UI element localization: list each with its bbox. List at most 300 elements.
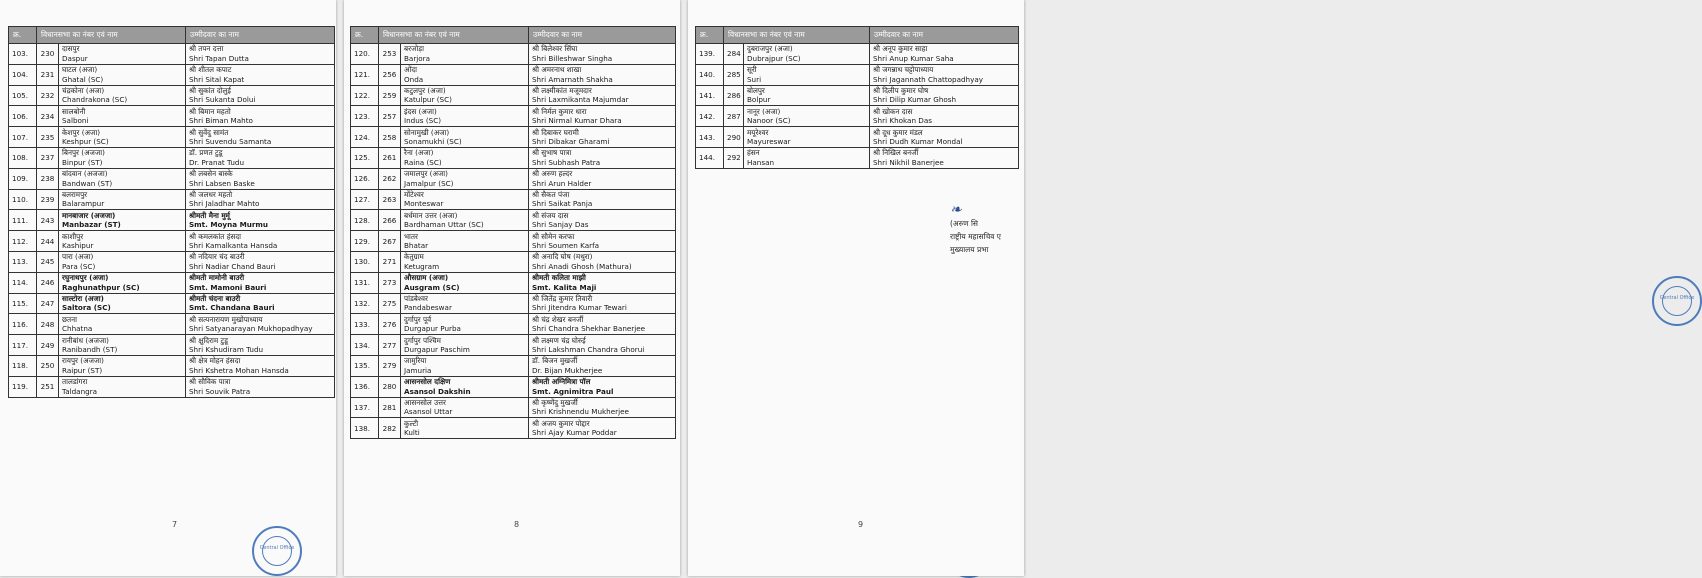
candidate-name bbox=[186, 251, 335, 272]
candidate-name bbox=[186, 293, 335, 314]
candidate-name bbox=[529, 272, 676, 293]
constituency-name-english: Onda bbox=[404, 74, 424, 84]
constituency-name-english: Asansol Uttar bbox=[404, 407, 453, 417]
candidate-name bbox=[529, 251, 676, 272]
constituency-number: 248 bbox=[37, 314, 59, 335]
candidate-name-hindi: श्री जगन्नाथ चट्टोपाध्याय bbox=[873, 65, 934, 75]
constituency-name bbox=[59, 314, 186, 335]
constituency-number: 256 bbox=[379, 64, 401, 85]
constituency-name-english: Chhatna bbox=[62, 324, 93, 334]
table-row bbox=[9, 376, 335, 397]
document-page-9 bbox=[688, 0, 1695, 576]
table-row bbox=[9, 189, 335, 210]
candidate-table bbox=[695, 26, 1019, 169]
constituency-number: 261 bbox=[379, 147, 401, 168]
table-row bbox=[351, 355, 676, 376]
candidate-name bbox=[870, 64, 1019, 85]
header-candidate: उम्मीदवार का नाम bbox=[870, 27, 1019, 44]
table-row bbox=[351, 251, 676, 272]
serial-number: 104. bbox=[9, 64, 37, 85]
serial-number: 137. bbox=[351, 397, 379, 418]
serial-number: 108. bbox=[9, 147, 37, 168]
constituency-number: 277 bbox=[379, 335, 401, 356]
table-row bbox=[9, 127, 335, 148]
candidate-name bbox=[186, 147, 335, 168]
constituency-name-english: Para (SC) bbox=[62, 261, 96, 271]
constituency-name-english: Ghatal (SC) bbox=[62, 74, 104, 84]
candidate-name-english: Shri Kshetra Mohan Hansda bbox=[189, 365, 289, 375]
candidate-name bbox=[529, 231, 676, 252]
constituency-number: 253 bbox=[379, 44, 401, 65]
candidate-name bbox=[529, 168, 676, 189]
constituency-number: 280 bbox=[379, 376, 401, 397]
table-row bbox=[351, 44, 676, 65]
candidate-table bbox=[350, 26, 676, 439]
header-constituency: विधानसभा का नंबर एवं नाम bbox=[724, 27, 870, 44]
candidate-name-hindi: श्री अमरनाथ शाखा bbox=[532, 65, 582, 75]
constituency-name bbox=[401, 251, 529, 272]
constituency-number: 246 bbox=[37, 272, 59, 293]
constituency-name-english: Daspur bbox=[62, 53, 88, 63]
candidate-name-english: Shri Kshudiram Tudu bbox=[189, 345, 264, 355]
candidate-name-english: Smt. Chandana Bauri bbox=[189, 303, 275, 313]
candidate-name-hindi: श्रीमती चंदना बाउरी bbox=[189, 293, 241, 303]
candidate-name-english: Shri Krishnendu Mukherjee bbox=[532, 407, 629, 417]
candidate-name-hindi: श्री जलधर महतो bbox=[189, 189, 233, 199]
candidate-name bbox=[870, 44, 1019, 65]
candidate-name-hindi: श्री नदियार चंद बाउरी bbox=[189, 252, 245, 262]
constituency-number: 262 bbox=[379, 168, 401, 189]
serial-number: 122. bbox=[351, 85, 379, 106]
table-row bbox=[696, 147, 1019, 168]
candidate-name-hindi: श्रीमती मामोनी बाउरी bbox=[189, 273, 245, 283]
constituency-name-english: Jamuria bbox=[404, 365, 432, 375]
constituency-name bbox=[59, 106, 186, 127]
candidate-name-hindi: श्री संजय दास bbox=[532, 210, 569, 220]
constituency-number: 234 bbox=[37, 106, 59, 127]
candidate-name-english: Shri Tapan Dutta bbox=[189, 53, 249, 63]
constituency-name-english: Hansan bbox=[747, 157, 775, 167]
constituency-name bbox=[59, 335, 186, 356]
serial-number: 116. bbox=[9, 314, 37, 335]
constituency-name-hindi: केशपुर (अजा) bbox=[62, 127, 101, 137]
candidate-name-hindi: श्री सौमेन करफा bbox=[532, 231, 575, 241]
serial-number: 118. bbox=[9, 355, 37, 376]
constituency-name-english: Raina (SC) bbox=[404, 157, 442, 167]
constituency-name bbox=[744, 44, 870, 65]
constituency-name-hindi: दुर्गापुर पूर्व bbox=[404, 314, 432, 324]
serial-number: 144. bbox=[696, 147, 724, 168]
constituency-number: 245 bbox=[37, 251, 59, 272]
constituency-name-english: Jamalpur (SC) bbox=[404, 178, 454, 188]
serial-number: 111. bbox=[9, 210, 37, 231]
constituency-name bbox=[401, 418, 529, 439]
table-row bbox=[351, 189, 676, 210]
candidate-name-english: Shri Sanjay Das bbox=[532, 220, 589, 230]
table-row bbox=[351, 64, 676, 85]
constituency-name-hindi: बांदवान (अजजा) bbox=[62, 169, 108, 179]
constituency-name-english: Ketugram bbox=[404, 261, 440, 271]
candidate-name-hindi: श्री अनादि घोष (मथुरा) bbox=[532, 252, 593, 262]
constituency-name-english: Keshpur (SC) bbox=[62, 137, 109, 147]
constituency-name-english: Suri bbox=[747, 74, 762, 84]
constituency-number: 257 bbox=[379, 106, 401, 127]
constituency-name-hindi: सूरी bbox=[747, 65, 757, 75]
candidate-name bbox=[186, 355, 335, 376]
serial-number: 125. bbox=[351, 147, 379, 168]
constituency-name-hindi: भातर bbox=[404, 231, 418, 241]
constituency-name bbox=[401, 355, 529, 376]
serial-number: 119. bbox=[9, 376, 37, 397]
candidate-name-english: Shri Satyanarayan Mukhopadhyay bbox=[189, 324, 313, 334]
table-row bbox=[351, 127, 676, 148]
candidate-name bbox=[186, 127, 335, 148]
candidate-name-english: Shri Sital Kapat bbox=[189, 74, 245, 84]
candidate-name bbox=[529, 376, 676, 397]
constituency-name-english: Sonamukhi (SC) bbox=[404, 137, 462, 147]
constituency-name bbox=[59, 231, 186, 252]
constituency-name-english: Mayureswar bbox=[747, 137, 791, 147]
constituency-number: 286 bbox=[724, 85, 744, 106]
constituency-number: 276 bbox=[379, 314, 401, 335]
constituency-name-hindi: पारा (अजा) bbox=[62, 252, 94, 262]
candidate-name-english: Smt. Mamoni Bauri bbox=[189, 282, 267, 292]
constituency-number: 259 bbox=[379, 85, 401, 106]
constituency-name-hindi: सोनामुखी (अजा) bbox=[404, 127, 450, 137]
candidate-name-english: Shri Billeshwar Singha bbox=[532, 53, 613, 63]
candidate-name bbox=[529, 355, 676, 376]
constituency-name-english: Pandabeswar bbox=[404, 303, 452, 313]
constituency-number: 282 bbox=[379, 418, 401, 439]
candidate-name-hindi: श्री सौविक पात्रा bbox=[189, 377, 231, 387]
candidate-name-hindi: श्री सुकांत दोलुई bbox=[189, 85, 231, 95]
candidate-name bbox=[186, 64, 335, 85]
constituency-number: 230 bbox=[37, 44, 59, 65]
constituency-name bbox=[59, 127, 186, 148]
candidate-name bbox=[186, 376, 335, 397]
constituency-name-hindi: औसग्राम (अजा) bbox=[404, 273, 449, 283]
constituency-name bbox=[401, 293, 529, 314]
constituency-number: 258 bbox=[379, 127, 401, 148]
constituency-name bbox=[401, 168, 529, 189]
constituency-number: 232 bbox=[37, 85, 59, 106]
table-row bbox=[9, 251, 335, 272]
candidate-name-english: Shri Nikhil Banerjee bbox=[873, 157, 944, 167]
candidate-name-hindi: श्री बिलेश्वर सिंघा bbox=[532, 44, 578, 54]
table-row bbox=[351, 418, 676, 439]
candidate-name-hindi: श्री सत्यनारायण मुखोपाध्याय bbox=[189, 314, 263, 324]
serial-number: 140. bbox=[696, 64, 724, 85]
constituency-name-hindi: जमालपुर (अजा) bbox=[404, 169, 448, 179]
candidate-name-english: Shri Jagannath Chattopadhyay bbox=[873, 74, 984, 84]
candidate-name bbox=[529, 189, 676, 210]
constituency-number: 271 bbox=[379, 251, 401, 272]
candidate-name bbox=[186, 44, 335, 65]
constituency-name-hindi: रानीबांध (अजजा) bbox=[62, 335, 109, 345]
candidate-name bbox=[529, 418, 676, 439]
candidate-name-hindi: श्री सुभाष पात्रा bbox=[532, 148, 572, 158]
candidate-name-hindi: श्री सैकत पंजा bbox=[532, 189, 570, 199]
constituency-name bbox=[401, 231, 529, 252]
candidate-name bbox=[870, 85, 1019, 106]
serial-number: 138. bbox=[351, 418, 379, 439]
candidate-name-hindi: श्री अनूप कुमार साहा bbox=[873, 44, 928, 54]
serial-number: 142. bbox=[696, 106, 724, 127]
candidate-name-hindi: श्री दिबाकर घरामी bbox=[532, 127, 579, 137]
candidate-name-english: Dr. Pranat Tudu bbox=[189, 157, 244, 167]
constituency-name bbox=[401, 314, 529, 335]
table-row bbox=[696, 127, 1019, 148]
candidate-name bbox=[529, 293, 676, 314]
constituency-number: 279 bbox=[379, 355, 401, 376]
constituency-name-hindi: रैना (अजा) bbox=[404, 148, 434, 158]
candidate-name-hindi: श्री दिलीप कुमार घोष bbox=[873, 85, 929, 95]
constituency-name-english: Kulti bbox=[404, 428, 420, 438]
table-row bbox=[9, 168, 335, 189]
constituency-number: 292 bbox=[724, 147, 744, 168]
candidate-name bbox=[186, 168, 335, 189]
candidate-name bbox=[529, 44, 676, 65]
candidate-name-hindi: श्री अरुण हल्दर bbox=[532, 169, 573, 179]
constituency-name-english: Binpur (ST) bbox=[62, 157, 103, 167]
header-candidate: उम्मीदवार का नाम bbox=[529, 27, 676, 44]
constituency-name bbox=[59, 210, 186, 231]
candidate-name-hindi: डॉ. प्रणत टुडू bbox=[189, 148, 223, 158]
candidate-name bbox=[186, 210, 335, 231]
constituency-name bbox=[744, 127, 870, 148]
serial-number: 141. bbox=[696, 85, 724, 106]
constituency-name-english: Bolpur bbox=[747, 95, 771, 105]
constituency-name-english: Kashipur bbox=[62, 241, 94, 251]
constituency-name bbox=[401, 397, 529, 418]
candidate-name-hindi: श्री कमलकांत हंसदा bbox=[189, 231, 242, 241]
constituency-name bbox=[59, 376, 186, 397]
constituency-name-english: Dubrajpur (SC) bbox=[747, 53, 801, 63]
candidate-name-english: Shri Saikat Panja bbox=[532, 199, 593, 209]
constituency-name bbox=[744, 85, 870, 106]
table-row bbox=[351, 231, 676, 252]
page-number: 8 bbox=[514, 520, 520, 529]
document-page-7 bbox=[0, 0, 336, 576]
constituency-number: 287 bbox=[724, 106, 744, 127]
serial-number: 107. bbox=[9, 127, 37, 148]
constituency-name bbox=[401, 106, 529, 127]
table-row bbox=[351, 272, 676, 293]
constituency-name-english: Monteswar bbox=[404, 199, 444, 209]
table-row bbox=[9, 231, 335, 252]
table-row bbox=[351, 147, 676, 168]
serial-number: 112. bbox=[9, 231, 37, 252]
constituency-number: 251 bbox=[37, 376, 59, 397]
candidate-name-english: Shri Subhash Patra bbox=[532, 157, 601, 167]
candidate-name-hindi: श्री निर्मल कुमार धारा bbox=[532, 106, 587, 116]
constituency-name-hindi: दुबराजपुर (अजा) bbox=[747, 44, 793, 54]
constituency-number: 267 bbox=[379, 231, 401, 252]
table-row bbox=[9, 355, 335, 376]
page-number: 9 bbox=[858, 520, 864, 529]
constituency-name-english: Bhatar bbox=[404, 241, 429, 251]
constituency-name-english: Nanoor (SC) bbox=[747, 116, 791, 126]
constituency-name bbox=[401, 85, 529, 106]
constituency-name-english: Ranibandh (ST) bbox=[62, 345, 118, 355]
page-number: 7 bbox=[172, 520, 178, 529]
candidate-name-hindi: श्री अजय कुमार पोद्दार bbox=[532, 418, 590, 428]
candidate-name-english: Smt. Agnimitra Paul bbox=[532, 386, 614, 396]
constituency-name-hindi: छतना bbox=[62, 314, 77, 324]
constituency-name-english: Indus (SC) bbox=[404, 116, 442, 126]
table-row bbox=[9, 210, 335, 231]
candidate-name-english: Shri Dilip Kumar Ghosh bbox=[873, 95, 957, 105]
signatory-name: (अरुण सि bbox=[950, 219, 978, 228]
table-row bbox=[351, 168, 676, 189]
candidate-name-english: Shri Souvik Patra bbox=[189, 386, 251, 396]
candidate-name-english: Shri Soumen Karfa bbox=[532, 241, 600, 251]
serial-number: 121. bbox=[351, 64, 379, 85]
constituency-name bbox=[401, 44, 529, 65]
constituency-name bbox=[59, 44, 186, 65]
constituency-name bbox=[59, 251, 186, 272]
table-row bbox=[696, 64, 1019, 85]
constituency-number: 243 bbox=[37, 210, 59, 231]
constituency-number: 231 bbox=[37, 64, 59, 85]
header-sr: क्र. bbox=[351, 27, 379, 44]
candidate-name bbox=[529, 147, 676, 168]
constituency-name-hindi: बरजोड़ा bbox=[404, 44, 424, 54]
candidate-name-hindi: श्री लक्ष्मीकांत मजूमदार bbox=[532, 85, 592, 95]
header-constituency: विधानसभा का नंबर एवं नाम bbox=[379, 27, 529, 44]
signature-block bbox=[950, 204, 1024, 256]
candidate-name-english: Shri Suvendu Samanta bbox=[189, 137, 272, 147]
signatory-office: मुख्यालय प्रभा bbox=[950, 245, 989, 254]
serial-number: 113. bbox=[9, 251, 37, 272]
constituency-name bbox=[401, 64, 529, 85]
constituency-name-english: Durgapur Paschim bbox=[404, 345, 470, 355]
constituency-number: 263 bbox=[379, 189, 401, 210]
constituency-name-hindi: कुल्टी bbox=[404, 418, 419, 428]
serial-number: 135. bbox=[351, 355, 379, 376]
serial-number: 123. bbox=[351, 106, 379, 127]
constituency-number: 281 bbox=[379, 397, 401, 418]
candidate-name-english: Shri Arun Halder bbox=[532, 178, 592, 188]
serial-number: 105. bbox=[9, 85, 37, 106]
table-row bbox=[351, 376, 676, 397]
candidate-name-english: Shri Nadiar Chand Bauri bbox=[189, 261, 276, 271]
constituency-number: 237 bbox=[37, 147, 59, 168]
serial-number: 132. bbox=[351, 293, 379, 314]
constituency-name-hindi: बिनपुर (अजजा) bbox=[62, 148, 105, 158]
table-row bbox=[9, 64, 335, 85]
serial-number: 124. bbox=[351, 127, 379, 148]
table-row bbox=[9, 335, 335, 356]
constituency-name-english: Manbazar (ST) bbox=[62, 220, 121, 230]
table-row bbox=[696, 106, 1019, 127]
constituency-name-hindi: ओंदा bbox=[404, 65, 418, 75]
constituency-number: 284 bbox=[724, 44, 744, 65]
constituency-name bbox=[59, 85, 186, 106]
constituency-name-hindi: कटुलपुर (अजा) bbox=[404, 85, 446, 95]
serial-number: 134. bbox=[351, 335, 379, 356]
candidate-name-english: Smt. Moyna Murmu bbox=[189, 220, 268, 230]
constituency-name-hindi: आसनसोल उत्तर bbox=[404, 397, 446, 407]
candidate-name-hindi: श्री दूध कुमार मंडल bbox=[873, 127, 923, 137]
candidate-name-hindi: श्री क्षुदिराम टुडू bbox=[189, 335, 228, 345]
constituency-name bbox=[59, 293, 186, 314]
candidate-name-hindi: श्री शीतल कपाट bbox=[189, 65, 232, 75]
constituency-name-hindi: पांडबेश्वर bbox=[404, 293, 428, 303]
candidate-name-english: Shri Jaladhar Mahto bbox=[189, 199, 260, 209]
candidate-name-english: Dr. Bijan Mukherjee bbox=[532, 365, 603, 375]
serial-number: 130. bbox=[351, 251, 379, 272]
candidate-name bbox=[870, 127, 1019, 148]
constituency-name bbox=[401, 127, 529, 148]
serial-number: 115. bbox=[9, 293, 37, 314]
constituency-name bbox=[744, 64, 870, 85]
candidate-name-hindi: श्री क्षेत्र मोहन हंसदा bbox=[189, 356, 241, 366]
candidate-name-hindi: डॉ. बिजन मुखर्जी bbox=[532, 356, 578, 366]
candidate-name bbox=[529, 210, 676, 231]
constituency-name-hindi: बलरामपुर bbox=[62, 189, 88, 199]
serial-number: 128. bbox=[351, 210, 379, 231]
candidate-name bbox=[186, 189, 335, 210]
table-row bbox=[351, 106, 676, 127]
candidate-name-english: Shri Anup Kumar Saha bbox=[873, 53, 954, 63]
candidate-name-english: Shri Kamalkanta Hansda bbox=[189, 241, 278, 251]
candidate-name bbox=[529, 64, 676, 85]
table-row bbox=[9, 314, 335, 335]
candidate-name-english: Smt. Kalita Maji bbox=[532, 282, 597, 292]
constituency-name bbox=[401, 335, 529, 356]
candidate-name-english: Shri Nirmal Kumar Dhara bbox=[532, 116, 622, 126]
constituency-name-hindi: चंद्रकोना (अजा) bbox=[62, 85, 105, 95]
header-constituency: विधानसभा का नंबर एवं नाम bbox=[37, 27, 186, 44]
constituency-name-english: Raipur (ST) bbox=[62, 365, 103, 375]
candidate-name-hindi: श्री खोकन दास bbox=[873, 106, 913, 116]
candidate-name-hindi: श्री निखिल बनर्जी bbox=[873, 148, 919, 158]
constituency-name-english: Chandrakona (SC) bbox=[62, 95, 128, 105]
constituency-name-hindi: नानूर (अजा) bbox=[747, 106, 781, 116]
candidate-name-english: Shri Dudh Kumar Mondal bbox=[873, 137, 963, 147]
candidate-name-hindi: श्रीमती मैना मुर्मू bbox=[189, 210, 230, 220]
candidate-name-english: Shri Ajay Kumar Poddar bbox=[532, 428, 617, 438]
constituency-number: 285 bbox=[724, 64, 744, 85]
constituency-number: 249 bbox=[37, 335, 59, 356]
constituency-number: 244 bbox=[37, 231, 59, 252]
serial-number: 136. bbox=[351, 376, 379, 397]
constituency-name bbox=[744, 106, 870, 127]
candidate-name bbox=[186, 272, 335, 293]
constituency-name bbox=[401, 210, 529, 231]
candidate-name-hindi: श्री चंद्र शेखर बनर्जी bbox=[532, 314, 584, 324]
candidate-name bbox=[529, 335, 676, 356]
constituency-name-hindi: घाटल (अजा) bbox=[62, 65, 98, 75]
candidate-name-english: Shri Anadi Ghosh (Mathura) bbox=[532, 261, 632, 271]
candidate-name bbox=[529, 127, 676, 148]
constituency-number: 238 bbox=[37, 168, 59, 189]
constituency-name-english: Ausgram (SC) bbox=[404, 282, 460, 292]
candidate-name-hindi: श्रीमती अग्निमित्रा पॉल bbox=[532, 377, 591, 387]
document-page-8 bbox=[344, 0, 680, 576]
serial-number: 117. bbox=[9, 335, 37, 356]
table-row bbox=[351, 210, 676, 231]
candidate-name bbox=[186, 85, 335, 106]
table-row bbox=[351, 293, 676, 314]
candidate-name-english: Shri Laxmikanta Majumdar bbox=[532, 95, 629, 105]
constituency-name-hindi: सालबोनी bbox=[62, 106, 86, 116]
table-row bbox=[9, 147, 335, 168]
table-row bbox=[9, 44, 335, 65]
serial-number: 103. bbox=[9, 44, 37, 65]
candidate-name-hindi: श्री लबसेन बास्के bbox=[189, 169, 233, 179]
